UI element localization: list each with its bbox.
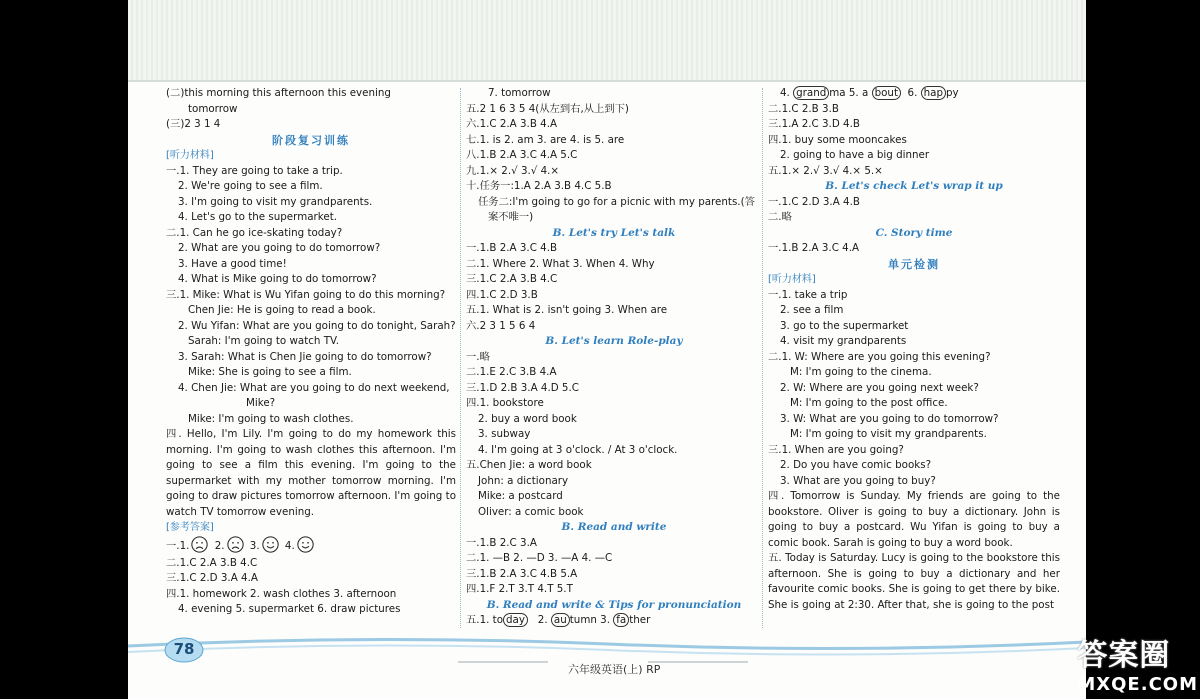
text-line: 4. Let's go to the supermarket.: [178, 211, 338, 223]
paragraph: 四. Hello, I'm Lily. I'm going to do my homework this morning. I'm going to wash clothes this afternoon. I'm going to see a film this evening. I'm going to the supermarket with my mother tomorrow morning. I'm going to draw pictures tomorrow afternoon. I'm going to watch TV tomorrow evening.: [166, 428, 456, 518]
text-line: 五.Chen Jie: a word book: [466, 459, 592, 471]
text-line: 2. Do you have comic books?: [780, 459, 932, 471]
text-line: Mike?: [246, 397, 276, 409]
text-line: 六.1.C 2.A 3.B 4.A: [466, 118, 558, 130]
text-fragment: py: [946, 87, 959, 99]
text-line: Mike: I'm going to wash clothes.: [188, 412, 354, 425]
circled-letters: bout: [872, 86, 901, 100]
watermark-logo-text: 答案圈: [1077, 638, 1171, 673]
text-line: 五.2 1 6 3 5 4(从左到右,从上到下): [466, 102, 629, 115]
text-line: 五.1. What is 2. isn't going 3. When are: [466, 304, 668, 316]
text-line: 案不唯一): [488, 211, 534, 223]
answer-tag: [参考答案]: [166, 522, 214, 533]
paragraph: 五. Today is Saturday. Lucy is going to the bookstore this afternoon. She is going to buy a dictionary and her favourite comic books. She is going to get there by bike. She is going at 2:30. After that, she is going to the post: [768, 552, 1060, 611]
text-line: [466, 613, 762, 629]
text-line: 一.1.B 2.C 3.A: [466, 536, 537, 549]
text-line: 3. Sarah: What is Chen Jie going to do tomorrow?: [178, 350, 432, 363]
section-heading: B. Let's learn Role-play: [545, 335, 683, 347]
text-line: 二.1. W: Where are you going this evening?: [768, 350, 991, 363]
text-line: 四.1. homework 2. wash clothes 3. afternoon: [166, 587, 397, 600]
section-title: 单元检测: [888, 257, 940, 271]
text-line: 2. buy a word book: [478, 412, 577, 425]
text-line: 二.1.E 2.C 3.B 4.A: [466, 366, 557, 378]
text-line: 四.1. buy some mooncakes: [768, 133, 907, 146]
text-line: 三.1.A 2.C 3.D 4.B: [768, 118, 860, 130]
paragraph: 四. Tomorrow is Sunday. My friends are going to the bookstore. Oliver is going to buy a dictionary. John is going to buy a postcard. Wu Yifan is going to buy a comic book. Sarah is going to buy a word book.: [768, 490, 1060, 549]
section-heading: B. Read and write & Tips for pronunciation: [486, 598, 742, 611]
section-title: 阶段复习训练: [272, 133, 350, 147]
circled-letters: au: [551, 613, 570, 627]
page-top-margin: [128, 0, 1086, 82]
item-label: 3.: [249, 539, 260, 552]
text-fragment: ma 5. a: [829, 87, 869, 99]
text-fragment: ther: [629, 614, 651, 626]
text-line: 三.1.B 2.A 3.C 4.B 5.A: [466, 567, 578, 580]
column-middle: [466, 86, 762, 629]
text-line: 3. Have a good time!: [178, 257, 287, 270]
text-line: 一.1.B 2.A 3.C 4.A: [768, 242, 860, 254]
sad-face-icon: [191, 536, 208, 553]
text-line: 二.1. Can he go ice-skating today?: [166, 226, 343, 239]
text-line: 4. Chen Jie: What are you going to do next weekend,: [178, 381, 450, 394]
left-black-border: [0, 0, 128, 699]
text-line: tomorrow: [188, 102, 238, 115]
text-line: 一.略: [466, 350, 490, 363]
text-line: 2. see a film: [780, 304, 844, 316]
text-line: Chen Jie: He is going to read a book.: [188, 304, 376, 316]
text-line: 六.2 3 1 5 6 4: [466, 319, 536, 332]
circled-letters: fa: [613, 613, 629, 627]
watermark: [1077, 630, 1198, 695]
text-line: 九.1.× 2.√ 3.√ 4.×: [466, 164, 560, 177]
text-line: 五.1.× 2.√ 3.√ 4.× 5.×: [768, 164, 883, 177]
text-fragment: 2.: [537, 614, 548, 626]
column-right: [768, 86, 1060, 613]
circled-letters: hap: [921, 86, 946, 100]
text-fragment: 4.: [780, 87, 790, 99]
text-line: John: a dictionary: [478, 474, 569, 487]
text-line: Sarah: I'm going to watch TV.: [188, 335, 339, 347]
text-fragment: 6.: [907, 87, 918, 99]
section-heading: C. Story time: [875, 226, 953, 239]
text-line: 2. What are you going to do tomorrow?: [178, 242, 381, 254]
text-line: M: I'm going to the post office.: [790, 397, 948, 409]
section-heading: B. Read and write: [561, 521, 667, 533]
watermark-url: MXQE.COM: [1077, 674, 1198, 695]
text-line: 一.1. take a trip: [768, 288, 848, 301]
happy-face-icon: [297, 536, 314, 553]
text-fragment: tumn 3.: [569, 614, 610, 626]
text-line: 八.1.B 2.A 3.C 4.A 5.C: [466, 149, 578, 161]
text-line: 三.1.C 2.A 3.B 4.C: [466, 273, 558, 285]
text-line: 二.1. —B 2. —D 3. —A 4. —C: [466, 552, 613, 564]
text-line: 3. go to the supermarket: [780, 319, 909, 332]
text-line: 四.1.F 2.T 3.T 4.T 5.T: [466, 583, 573, 595]
text-line: M: I'm going to visit my grandparents.: [790, 428, 987, 440]
text-line: 二.1. Where 2. What 3. When 4. Why: [466, 257, 655, 270]
text-line: (二)this morning this afternoon this evening: [166, 87, 391, 99]
text-line: 2. We're going to see a film.: [178, 180, 323, 192]
section-heading: B. Let's try Let's talk: [552, 226, 676, 239]
section-heading: B. Let's check Let's wrap it up: [825, 180, 1003, 192]
text-line: 4. I'm going at 3 o'clock. / At 3 o'clock.: [478, 443, 678, 456]
text-line: 2. W: Where are you going next week?: [780, 381, 979, 394]
column-divider: [460, 88, 461, 628]
listening-tag: [听力材料]: [768, 274, 816, 285]
text-line: 3. subway: [478, 428, 531, 440]
text-line: 三.1. When are you going?: [768, 443, 904, 456]
text-line: 3. I'm going to visit my grandparents.: [178, 195, 373, 208]
text-line: 七.1. is 2. am 3. are 4. is 5. are: [466, 133, 625, 146]
text-line: 一.1.B 2.A 3.C 4.B: [466, 242, 558, 254]
text-line: Mike: a postcard: [478, 490, 563, 502]
right-black-border: [1086, 0, 1200, 699]
text-line: 三.1. Mike: What is Wu Yifan going to do this morning?: [166, 288, 446, 301]
text-line: M: I'm going to the cinema.: [790, 366, 932, 378]
text-line: 一.1.C 2.D 3.A 4.B: [768, 195, 860, 208]
text-line: 四.1. bookstore: [466, 397, 544, 409]
text-line: 2. Wu Yifan: What are you going to do tonight, Sarah?: [178, 319, 456, 332]
item-label: 一.1.: [166, 539, 190, 552]
text-line: Mike: She is going to see a film.: [188, 366, 352, 378]
text-line: Oliver: a comic book: [478, 505, 584, 518]
text-line: 任务二:I'm going to go for a picnic with my parents.(答: [478, 195, 755, 208]
text-fragment: 五.1. to: [466, 614, 504, 626]
text-line: 一.1. They are going to take a trip.: [166, 164, 343, 177]
text-line: 二.略: [768, 211, 792, 223]
text-line: 二.1.C 2.A 3.B 4.C: [166, 556, 258, 569]
text-line: 四.1.C 2.D 3.B: [466, 288, 538, 301]
faces-row: [166, 536, 456, 556]
text-line: 二.1.C 2.B 3.B: [768, 102, 839, 115]
sad-face-icon: [227, 536, 244, 553]
scanned-page: [128, 0, 1086, 699]
book-grade-label: 六年级英语(上) RP: [568, 663, 661, 676]
circled-letters: grand: [793, 86, 829, 100]
text-line: 3. W: What are you going to do tomorrow?: [780, 412, 999, 425]
page-number: 78: [173, 640, 195, 658]
column-divider: [762, 88, 763, 628]
column-left: [166, 86, 456, 618]
text-line: [768, 86, 1060, 102]
text-line: 7. tomorrow: [488, 87, 551, 99]
listening-tag: [听力材料]: [166, 150, 214, 161]
item-label: 2.: [214, 539, 225, 552]
text-line: (三)2 3 1 4: [166, 118, 221, 130]
item-label: 4.: [284, 539, 295, 552]
text-line: 三.1.D 2.B 3.A 4.D 5.C: [466, 381, 579, 394]
text-line: 4. What is Mike going to do tomorrow?: [178, 273, 377, 285]
circled-letters: day: [503, 613, 528, 627]
happy-face-icon: [262, 536, 279, 553]
text-line: 4. evening 5. supermarket 6. draw pictures: [178, 603, 401, 615]
text-line: 十.任务一:1.A 2.A 3.B 4.C 5.B: [466, 180, 612, 192]
text-line: 2. going to have a big dinner: [780, 149, 930, 161]
text-line: 三.1.C 2.D 3.A 4.A: [166, 572, 258, 584]
text-line: 3. What are you going to buy?: [780, 474, 936, 487]
text-line: 4. visit my grandparents: [780, 335, 907, 347]
